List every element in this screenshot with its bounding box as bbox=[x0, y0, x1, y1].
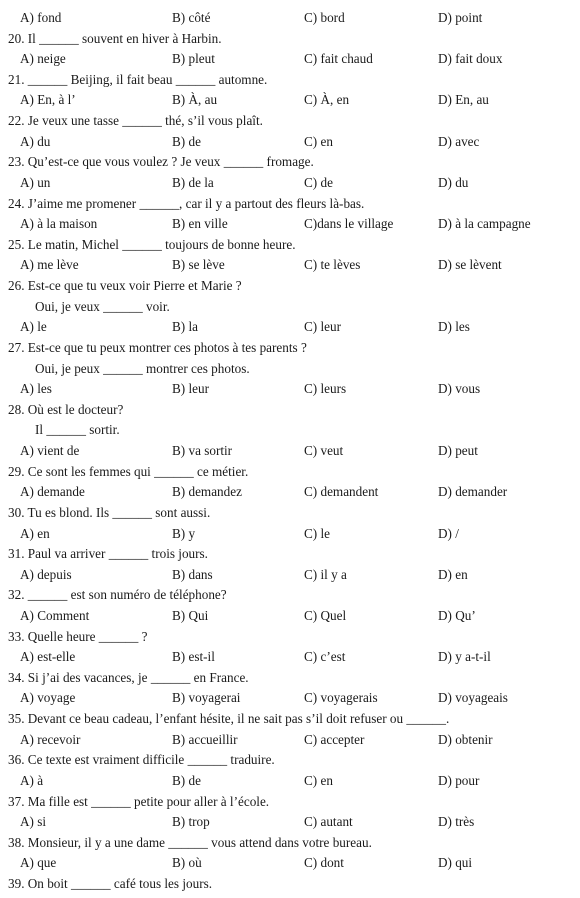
answer-option-a: A) fond bbox=[20, 10, 62, 25]
answer-option-b: B) dans bbox=[172, 566, 213, 582]
answer-option-a: A) est-elle bbox=[20, 649, 76, 665]
answer-option-d: D) à la campagne bbox=[438, 216, 531, 232]
answer-options-row bbox=[0, 482, 580, 502]
answer-option-d: D) qui bbox=[438, 855, 473, 871]
question-line bbox=[0, 668, 580, 688]
answer-option-d: D) y a-t-il bbox=[438, 649, 491, 665]
answer-option-c: C) dont bbox=[304, 855, 344, 871]
question-text: 34. Si j’ai des vacances, je ______ en France. bbox=[8, 669, 249, 685]
answer-option-d: D) très bbox=[438, 814, 475, 830]
answer-option-b: B) où bbox=[172, 855, 202, 871]
answer-option-c: C) À, en bbox=[304, 92, 350, 108]
question-line bbox=[0, 874, 580, 894]
answer-option-d: D) pour bbox=[438, 772, 480, 788]
question-line bbox=[0, 152, 580, 172]
answer-options-row bbox=[0, 812, 580, 832]
question-text: 26. Est-ce que tu veux voir Pierre et Marie ? bbox=[8, 278, 242, 294]
answer-option-a: A) du bbox=[20, 133, 51, 149]
answer-option-b: B) trop bbox=[172, 814, 210, 830]
answer-option-a: A) demande bbox=[20, 484, 85, 500]
answer-options-row bbox=[0, 379, 580, 399]
answer-option-c: C) il y a bbox=[304, 566, 347, 582]
answer-option-d: D) peut bbox=[438, 443, 478, 459]
answer-option-b: B) accueillir bbox=[172, 731, 238, 747]
question-line bbox=[0, 400, 580, 420]
answer-option-c: C) c’est bbox=[304, 649, 346, 665]
question-text: 32. ______ est son numéro de téléphone? bbox=[8, 587, 227, 603]
answer-option-a: A) à la maison bbox=[20, 216, 98, 232]
answer-options-row bbox=[0, 173, 580, 193]
answer-option-b: B) va sortir bbox=[172, 443, 233, 459]
question-text: 22. Je veux une tasse ______ thé, s’il vous plaît. bbox=[8, 113, 263, 129]
answer-options-row bbox=[0, 317, 580, 337]
answer-options-row bbox=[0, 441, 580, 461]
answer-option-b: B) la bbox=[172, 319, 199, 335]
answer-options-row bbox=[0, 688, 580, 708]
answer-option-a: A) Comment bbox=[20, 607, 90, 623]
question-line bbox=[0, 297, 580, 317]
question-line bbox=[0, 194, 580, 214]
answer-option-b: B) voyagerai bbox=[172, 690, 241, 706]
question-text: 30. Tu es blond. Ils ______ sont aussi. bbox=[8, 504, 211, 520]
answer-option-a: A) si bbox=[20, 814, 47, 830]
answer-option-b: B) de la bbox=[172, 174, 214, 190]
answer-options-row bbox=[0, 730, 580, 750]
answer-option-a: A) vient de bbox=[20, 443, 80, 459]
question-line bbox=[0, 792, 580, 812]
question-text: 33. Quelle heure ______ ? bbox=[8, 628, 148, 644]
answer-option-b: B) Qui bbox=[172, 607, 209, 623]
answer-option-d: D) / bbox=[438, 525, 459, 541]
answer-option-b: B) de bbox=[172, 772, 201, 788]
answer-options-row bbox=[0, 565, 580, 585]
question-text: 29. Ce sont les femmes qui ______ ce métier. bbox=[8, 463, 249, 479]
question-text: 23. Qu’est-ce que vous voulez ? Je veux ______ fromage. bbox=[8, 154, 314, 170]
question-line bbox=[0, 420, 580, 440]
question-line bbox=[0, 462, 580, 482]
answer-option-d: D) vous bbox=[438, 381, 481, 397]
answer-option-b: B) leur bbox=[172, 381, 209, 397]
answer-options-row bbox=[0, 90, 580, 110]
answer-option-c: C) fait chaud bbox=[304, 51, 373, 67]
answer-option-b: B) se lève bbox=[172, 257, 225, 273]
answer-option-c: C) en bbox=[304, 772, 333, 788]
question-text: 35. Devant ce beau cadeau, l’enfant hésite, il ne sait pas s’il doit refuser ou ______. bbox=[8, 711, 450, 727]
answer-options-row bbox=[0, 647, 580, 667]
answer-option-c: C) Quel bbox=[304, 607, 347, 623]
answer-option-c: C) leurs bbox=[304, 381, 347, 397]
answer-option-c: C) demandent bbox=[304, 484, 379, 500]
question-text: 25. Le matin, Michel ______ toujours de bonne heure. bbox=[8, 236, 296, 252]
question-line bbox=[0, 70, 580, 90]
question-text-continuation: Oui, je peux ______ montrer ces photos. bbox=[35, 360, 250, 376]
answer-option-b: B) est-il bbox=[172, 649, 215, 665]
question-line bbox=[0, 544, 580, 564]
answer-option-a: A) recevoir bbox=[20, 731, 81, 747]
question-text: 24. J’aime me promener ______, car il y a partout des fleurs là-bas. bbox=[8, 195, 365, 211]
question-line bbox=[0, 338, 580, 358]
answer-option-c: C) voyagerais bbox=[304, 690, 378, 706]
answer-options-row bbox=[0, 771, 580, 791]
question-line bbox=[0, 111, 580, 131]
answer-option-d: D) point bbox=[438, 10, 483, 25]
question-text: 39. On boit ______ café tous les jours. bbox=[8, 876, 213, 892]
answer-options-row bbox=[0, 255, 580, 275]
question-line bbox=[0, 503, 580, 523]
answer-options-row bbox=[0, 606, 580, 626]
answer-options-row bbox=[0, 524, 580, 544]
question-line bbox=[0, 276, 580, 296]
question-line bbox=[0, 750, 580, 770]
answer-options-row bbox=[0, 214, 580, 234]
answer-option-a: A) en bbox=[20, 525, 50, 541]
answer-option-b: B) demandez bbox=[172, 484, 242, 500]
answer-option-a: A) En, à l’ bbox=[20, 92, 76, 108]
answer-options-row bbox=[0, 132, 580, 152]
answer-option-a: A) que bbox=[20, 855, 57, 871]
answer-option-b: B) pleut bbox=[172, 51, 215, 67]
answer-option-b: B) côté bbox=[172, 10, 211, 25]
answer-option-a: A) me lève bbox=[20, 257, 79, 273]
answer-option-c: C) te lèves bbox=[304, 257, 361, 273]
answer-options-row bbox=[0, 49, 580, 69]
question-text: 27. Est-ce que tu peux montrer ces photos à tes parents ? bbox=[8, 339, 307, 355]
answer-option-a: A) depuis bbox=[20, 566, 72, 582]
question-line bbox=[0, 29, 580, 49]
answer-option-d: D) Qu’ bbox=[438, 607, 476, 623]
question-text-continuation: Oui, je veux ______ voir. bbox=[35, 298, 170, 314]
question-text: 37. Ma fille est ______ petite pour aller à l’école. bbox=[8, 793, 270, 809]
answer-option-c: C) leur bbox=[304, 319, 341, 335]
answer-option-d: D) avec bbox=[438, 133, 480, 149]
answer-option-c: C) veut bbox=[304, 443, 344, 459]
answer-option-a: A) un bbox=[20, 174, 51, 190]
answer-option-d: D) obtenir bbox=[438, 731, 493, 747]
answer-option-b: B) en ville bbox=[172, 216, 228, 232]
question-text: 28. Où est le docteur? bbox=[8, 401, 124, 417]
answer-option-d: D) se lèvent bbox=[438, 257, 502, 273]
question-line bbox=[0, 833, 580, 853]
answer-option-a: A) voyage bbox=[20, 690, 76, 706]
answer-option-c: C) en bbox=[304, 133, 333, 149]
answer-option-c: C) autant bbox=[304, 814, 353, 830]
question-text: 21. ______ Beijing, il fait beau ______ automne. bbox=[8, 71, 268, 87]
answer-option-b: B) de bbox=[172, 133, 201, 149]
question-line bbox=[0, 585, 580, 605]
question-line bbox=[0, 709, 580, 729]
answer-option-a: A) les bbox=[20, 381, 52, 397]
answer-option-c: C)dans le village bbox=[304, 216, 394, 232]
answer-option-d: D) du bbox=[438, 174, 469, 190]
answer-option-d: D) demander bbox=[438, 484, 508, 500]
answer-option-a: A) le bbox=[20, 319, 47, 335]
answer-option-c: C) accepter bbox=[304, 731, 365, 747]
answer-options-row bbox=[0, 8, 580, 28]
answer-option-a: A) neige bbox=[20, 51, 66, 67]
answer-option-d: D) en bbox=[438, 566, 468, 582]
answer-option-d: D) les bbox=[438, 319, 470, 335]
question-line bbox=[0, 627, 580, 647]
answer-option-c: C) le bbox=[304, 525, 331, 541]
answer-option-c: C) bord bbox=[304, 10, 345, 25]
question-text: 36. Ce texte est vraiment difficile ______ traduire. bbox=[8, 752, 275, 768]
question-text: 31. Paul va arriver ______ trois jours. bbox=[8, 546, 208, 562]
question-line bbox=[0, 235, 580, 255]
answer-option-c: C) de bbox=[304, 174, 333, 190]
answer-option-a: A) à bbox=[20, 772, 44, 788]
answer-option-d: D) fait doux bbox=[438, 51, 503, 67]
question-line bbox=[0, 359, 580, 379]
answer-options-row bbox=[0, 853, 580, 873]
question-text-continuation: Il ______ sortir. bbox=[35, 422, 120, 438]
answer-option-b: B) y bbox=[172, 525, 196, 541]
question-text: 20. Il ______ souvent en hiver à Harbin. bbox=[8, 30, 222, 46]
answer-option-d: D) En, au bbox=[438, 92, 489, 108]
answer-option-d: D) voyageais bbox=[438, 690, 508, 706]
question-text: 38. Monsieur, il y a une dame ______ vous attend dans votre bureau. bbox=[8, 834, 372, 850]
answer-option-b: B) À, au bbox=[172, 92, 218, 108]
